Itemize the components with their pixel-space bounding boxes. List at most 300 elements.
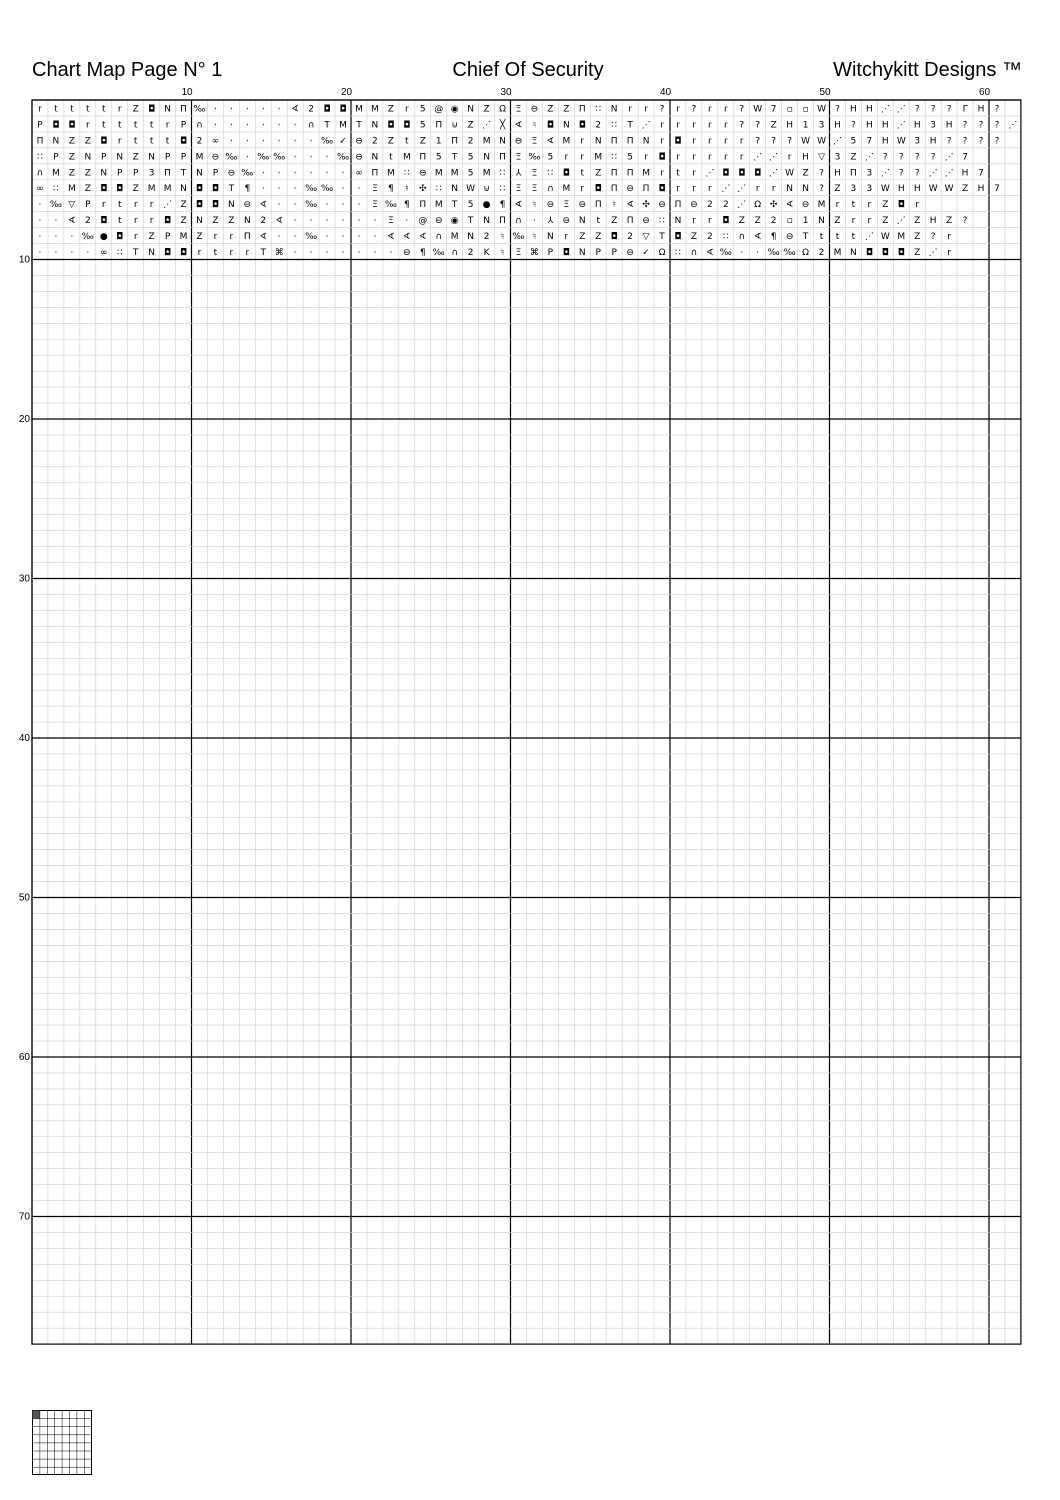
chart-symbol: r [133, 200, 138, 211]
chart-symbols [36, 104, 1017, 258]
chart-symbol: t [149, 136, 154, 147]
chart-symbol: N [100, 168, 108, 179]
chart-symbol: W [944, 184, 954, 195]
chart-symbol: Z [387, 136, 394, 147]
chart-symbol: ♮ [500, 232, 505, 243]
chart-symbol: 5 [467, 168, 474, 179]
chart-symbol: T [451, 152, 458, 163]
chart-symbol: ● [99, 232, 108, 243]
chart-symbol: Ω [658, 248, 666, 259]
chart-symbol: t [819, 232, 824, 243]
chart-symbol: ‰ [336, 152, 350, 163]
chart-symbol: 2 [722, 200, 729, 211]
chart-symbol: r [723, 136, 728, 147]
chart-symbol: r [708, 216, 712, 227]
chart-symbol: Z [611, 216, 618, 227]
chart-symbol: ✓ [339, 136, 347, 147]
chart-symbol: H [865, 120, 873, 131]
chart-symbol: Γ [962, 104, 968, 115]
chart-symbol: ⋰ [482, 120, 492, 131]
chart-symbol: ⊖ [227, 168, 236, 179]
chart-symbol: T [659, 232, 665, 243]
chart-symbol: · [293, 168, 297, 179]
chart-symbol: Z [595, 232, 602, 243]
chart-symbol: Z [228, 216, 235, 227]
chart-symbol: Z [483, 104, 490, 115]
chart-symbol: P [164, 152, 171, 163]
chart-symbol: ◘ [722, 168, 730, 179]
chart-symbol: W [785, 168, 795, 179]
chart-symbol: · [389, 248, 393, 259]
chart-symbol: N [148, 152, 155, 163]
chart-symbol: ⅄ [547, 216, 554, 227]
chart-symbol: ⌘ [529, 248, 539, 259]
chart-symbol: W [880, 232, 890, 243]
chart-symbol: ¶ [499, 200, 506, 211]
chart-symbol: ◘ [865, 248, 873, 259]
chart-symbol: ◘ [562, 168, 570, 179]
chart-symbol: ¶ [403, 200, 410, 211]
chart-symbol: ◘ [610, 232, 618, 243]
column-number-label: 20 [341, 87, 353, 98]
chart-symbol: ◘ [164, 216, 172, 227]
chart-symbol: r [787, 152, 792, 163]
chart-symbol: N [483, 216, 490, 227]
chart-symbol: Π [499, 152, 506, 163]
chart-symbol: Z [212, 216, 219, 227]
chart-symbol: · [756, 248, 760, 259]
chart-symbol: ∢ [275, 216, 283, 227]
chart-symbol: t [133, 120, 138, 131]
chart-symbol: r [708, 136, 712, 147]
chart-symbol: Z [914, 248, 921, 259]
chart-symbol: · [357, 232, 361, 243]
chart-symbol: r [404, 104, 409, 115]
chart-symbol: N [196, 216, 203, 227]
chart-symbol: N [84, 152, 92, 163]
chart-symbol: · [309, 248, 313, 259]
chart-symbol: N [371, 152, 379, 163]
chart-symbol: ∢ [785, 200, 794, 211]
chart-symbol: ◘ [195, 184, 204, 195]
chart-symbol: ◘ [164, 248, 172, 259]
chart-symbol: r [229, 232, 234, 243]
chart-symbol: r [692, 184, 696, 195]
chart-symbol: T [260, 248, 267, 259]
chart-symbol: M [562, 136, 571, 147]
chart-symbol: Ξ [515, 104, 522, 115]
chart-symbol: t [102, 104, 106, 115]
chart-symbol: ◘ [674, 232, 682, 243]
chart-symbol: · [277, 120, 281, 131]
chart-symbol: ‰ [305, 200, 318, 211]
chart-symbol: ‰ [512, 232, 525, 243]
chart-symbol: Z [738, 216, 745, 227]
chart-symbol: H [961, 168, 969, 179]
chart-symbol: P [611, 248, 617, 259]
chart-symbol: 7 [994, 184, 1000, 195]
chart-symbol: 5 [850, 136, 857, 147]
chart-symbol: · [261, 120, 265, 131]
chart-symbol: M [355, 104, 363, 115]
chart-symbol: Z [770, 120, 777, 131]
chart-symbol: ⊖ [530, 104, 539, 115]
chart-symbol: H [834, 168, 841, 179]
chart-symbol: ¶ [770, 232, 777, 243]
chart-symbol: 3 [930, 120, 937, 131]
chart-symbol: · [38, 216, 42, 227]
chart-symbol: r [708, 120, 712, 131]
row-number-label: 30 [18, 573, 30, 585]
chart-symbol: r [165, 120, 170, 131]
chart-symbol: ▫ [802, 104, 809, 115]
chart-symbol: Π [594, 200, 602, 211]
chart-symbol: ♮ [612, 200, 616, 211]
chart-symbol: ∷ [499, 184, 506, 195]
chart-symbol: Π [419, 152, 427, 163]
chart-symbol: ▫ [786, 104, 793, 115]
chart-symbol: N [483, 152, 490, 163]
chart-symbol: · [309, 136, 313, 147]
chart-symbol: T [451, 200, 458, 211]
chart-symbol: T [324, 120, 330, 131]
chart-symbol: Π [435, 120, 443, 131]
chart-symbol: ¶ [419, 248, 426, 259]
chart-symbol: ∢ [403, 232, 411, 243]
chart-symbol: ◘ [52, 120, 60, 131]
chart-symbol: Z [84, 184, 91, 195]
chart-symbol: · [325, 248, 329, 259]
chart-symbol: r [755, 184, 760, 195]
chart-symbol: N [610, 104, 618, 115]
pattern-name: Chief Of Security [452, 59, 604, 81]
chart-symbol: · [213, 120, 217, 131]
chart-symbol: Π [243, 232, 251, 243]
chart-symbol: ╳ [499, 120, 506, 131]
chart-symbol: Ξ [515, 152, 522, 163]
chart-symbol: P [180, 120, 187, 131]
chart-symbol: ∩ [690, 248, 698, 259]
chart-symbol: ∩ [196, 120, 203, 131]
chart-symbol: 5 [467, 200, 474, 211]
chart-symbol: r [692, 152, 696, 163]
chart-symbol: · [405, 216, 409, 227]
chart-symbol: ⋰ [896, 216, 906, 227]
chart-symbol: M [450, 168, 459, 179]
chart-symbol: Z [882, 216, 889, 227]
chart-symbol: ? [946, 136, 952, 147]
chart-symbol: Π [180, 104, 187, 115]
chart-symbol: r [692, 136, 696, 147]
chart-symbol: 3 [850, 184, 857, 195]
chart-symbol: ‰ [193, 104, 206, 115]
chart-symbol: 7 [962, 152, 968, 163]
chart-symbol: 1 [802, 216, 809, 227]
chart-symbol: · [373, 232, 377, 243]
chart-symbol: Π [626, 136, 634, 147]
chart-symbol: ∢ [259, 232, 268, 243]
chart-symbol: Π [610, 136, 618, 147]
chart-symbol: M [402, 152, 411, 163]
chart-symbol: ◘ [578, 120, 586, 131]
chart-symbol: ? [755, 120, 761, 131]
chart-symbol: ⊖ [546, 200, 555, 211]
chart-symbol: P [180, 152, 187, 163]
chart-symbol: Z [690, 232, 698, 243]
chart-symbol: ◘ [674, 136, 682, 147]
chart-symbol: · [86, 248, 90, 259]
chart-symbol: ? [898, 168, 904, 179]
chart-symbol: 1 [435, 136, 442, 147]
chart-symbol: ⊖ [562, 216, 571, 227]
chart-symbol: ⋰ [880, 104, 890, 115]
chart-symbol: H [977, 104, 985, 115]
chart-symbol: ‰ [241, 168, 254, 179]
chart-symbol: W [817, 136, 826, 147]
chart-symbol: H [897, 184, 905, 195]
chart-symbol: Ξ [531, 168, 538, 179]
chart-symbol: M [482, 168, 491, 179]
chart-symbol: ? [994, 120, 1000, 131]
chart-symbol: Z [180, 216, 187, 227]
chart-symbol: @ [418, 216, 428, 227]
chart-symbol: ◘ [897, 200, 905, 211]
chart-symbol: ◘ [179, 136, 188, 147]
chart-symbol: ⊖ [355, 136, 363, 147]
chart-symbol: Z [132, 152, 139, 163]
chart-symbol: M [897, 232, 906, 243]
chart-symbol: 2 [196, 136, 203, 147]
chart-symbol: ? [962, 120, 968, 131]
chart-symbol: t [676, 168, 680, 179]
chart-symbol: ∢ [387, 232, 395, 243]
chart-symbol: ∢ [753, 232, 762, 243]
chart-symbol: ∷ [611, 152, 618, 163]
chart-symbol: H [881, 120, 889, 131]
chart-symbol: P [547, 248, 554, 259]
chart-symbol: 2 [627, 232, 633, 243]
chart-symbol: · [532, 216, 536, 227]
chart-symbol: Z [961, 184, 969, 195]
chart-symbol: · [277, 200, 281, 211]
chart-symbol: t [149, 120, 154, 131]
chart-symbol: N [818, 216, 825, 227]
chart-symbol: r [133, 216, 138, 227]
chart-symbol: ‰ [321, 136, 334, 147]
chart-symbol: ? [819, 168, 824, 179]
chart-symbol: W [896, 136, 906, 147]
chart-symbol: M [434, 200, 443, 211]
chart-symbol: · [325, 216, 329, 227]
chart-symbol: ⊍ [483, 184, 490, 195]
chart-symbol: r [867, 200, 872, 211]
chart-symbol: Z [84, 168, 91, 179]
row-number-label: 50 [18, 892, 30, 904]
chart-symbol: 3 [866, 168, 873, 179]
chart-symbol: 5 [547, 152, 554, 163]
chart-symbol: ♮ [500, 248, 505, 259]
chart-symbol: ⋰ [944, 168, 954, 179]
chart-symbol: ? [930, 104, 936, 115]
chart-symbol: ♮ [532, 120, 537, 131]
chart-symbol: ⊖ [355, 152, 363, 163]
chart-symbol: · [309, 152, 313, 163]
chart-symbol: 2 [707, 232, 713, 243]
chart-symbol: · [277, 168, 281, 179]
chart-symbol: ⊖ [801, 200, 810, 211]
chart-symbol: r [628, 104, 632, 115]
chart-symbol: ⋰ [769, 168, 779, 179]
chart-symbol: P [53, 152, 59, 163]
chart-symbol: ‰ [767, 248, 780, 259]
chart-symbol: r [229, 248, 234, 259]
chart-symbol: W [753, 104, 763, 115]
chart-symbol: t [133, 136, 138, 147]
chart-symbol: r [835, 200, 840, 211]
chart-symbol: t [213, 248, 218, 259]
chart-symbol: ◘ [179, 248, 188, 259]
chart-symbol: · [245, 120, 249, 131]
chart-symbol: Z [914, 232, 921, 243]
chart-symbol: P [85, 200, 91, 211]
chart-symbol: t [851, 200, 856, 211]
chart-symbol: 3 [866, 184, 873, 195]
chart-symbol: M [434, 168, 443, 179]
chart-symbol: ◘ [658, 184, 666, 195]
chart-symbol: ‰ [225, 152, 238, 163]
chart-symbol: N [499, 136, 506, 147]
chart-symbol: ∢ [706, 248, 714, 259]
chart-symbol: ∩ [451, 248, 458, 259]
chart-symbol: Z [882, 200, 889, 211]
chart-symbol: Π [164, 168, 171, 179]
chart-symbol: · [38, 232, 42, 243]
chart-symbol: · [357, 184, 361, 195]
chart-symbol: ‰ [257, 152, 270, 163]
chart-symbol: r [564, 152, 569, 163]
chart-symbol: M [163, 184, 172, 195]
chart-symbol: Ξ [531, 184, 538, 195]
chart-symbol: ? [691, 104, 697, 115]
chart-symbol: r [723, 152, 728, 163]
chart-symbol: ⊖ [578, 200, 587, 211]
chart-symbol: Ξ [515, 184, 522, 195]
chart-symbol: t [580, 168, 585, 179]
chart-symbol: · [245, 104, 249, 115]
chart-symbol: 5 [419, 104, 426, 115]
chart-symbol: Π [371, 168, 379, 179]
chart-symbol: ⊖ [419, 168, 427, 179]
chart-symbol: ∢ [259, 200, 268, 211]
row-number-label: 40 [18, 733, 30, 744]
chart-symbol: 2 [595, 120, 602, 131]
chart-symbol: ∩ [738, 232, 746, 243]
chart-symbol: ∷ [435, 184, 442, 195]
chart-symbol: Z [196, 232, 203, 243]
chart-symbol: ∩ [547, 184, 554, 195]
chart-symbol: ♮ [532, 200, 537, 211]
chart-symbol: r [851, 216, 856, 227]
chart-symbol: ⊖ [211, 152, 220, 163]
chart-symbol: ⋰ [737, 184, 747, 195]
chart-symbol: N [451, 184, 459, 195]
chart-symbol: Z [148, 232, 155, 243]
chart-symbol: P [212, 168, 219, 179]
chart-symbol: T [627, 120, 633, 131]
chart-symbol: ? [994, 136, 1000, 147]
chart-symbol: ♮ [405, 184, 409, 195]
chart-symbol: ◉ [450, 104, 459, 115]
chart-symbol: Z [68, 136, 75, 147]
chart-symbol: M [179, 232, 188, 243]
chart-symbol: M [450, 232, 459, 243]
chart-symbol: r [947, 248, 951, 259]
chart-symbol: 3 [834, 152, 841, 163]
chart-symbol: ⋰ [896, 104, 906, 115]
chart-symbol: ✣ [769, 200, 778, 211]
chart-symbol: ⊖ [690, 200, 698, 211]
chart-symbol: · [309, 216, 313, 227]
chart-symbol: r [580, 152, 585, 163]
chart-symbol: · [70, 248, 74, 259]
chart-symbol: Π [499, 216, 506, 227]
chart-symbol: ◘ [738, 168, 746, 179]
chart-symbol: · [293, 136, 297, 147]
chart-symbol: r [660, 120, 664, 131]
chart-symbol: · [325, 232, 329, 243]
chart-symbol: · [229, 120, 233, 131]
chart-symbol: ◘ [403, 120, 411, 131]
chart-symbol: ⋰ [641, 120, 651, 131]
chart-symbol: N [228, 200, 235, 211]
chart-symbol: r [197, 248, 202, 259]
designer-name: Witchykitt Designs ™ [833, 59, 1022, 81]
chart-symbol: ∢ [546, 136, 555, 147]
chart-symbol: 5 [467, 152, 474, 163]
chart-symbol: · [325, 200, 329, 211]
chart-symbol: N [562, 120, 570, 131]
chart-symbol: H [865, 104, 873, 115]
chart-symbol: r [580, 184, 585, 195]
chart-symbol: ◘ [754, 168, 762, 179]
row-number-label: 60 [18, 1052, 30, 1063]
chart-symbol: N [578, 216, 586, 227]
chart-symbol: M [642, 168, 650, 179]
chart-symbol: N [243, 216, 251, 227]
chart-symbol: 7 [866, 136, 873, 147]
chart-symbol: ⋰ [769, 152, 779, 163]
row-number-labels [19, 255, 31, 1223]
chart-symbol: ⊖ [785, 232, 794, 243]
chart-symbol: · [261, 136, 265, 147]
chart-symbol: r [213, 232, 218, 243]
chart-symbol: · [229, 136, 233, 147]
chart-symbol: r [660, 136, 664, 147]
chart-symbol: ⅄ [515, 168, 522, 179]
chart-symbol: r [739, 136, 744, 147]
chart-symbol: ? [755, 136, 761, 147]
chart-symbol: · [341, 232, 345, 243]
chart-symbol: r [660, 168, 664, 179]
chart-symbol: N [116, 152, 124, 163]
chart-symbol: N [148, 248, 155, 259]
chart-symbol: H [977, 184, 985, 195]
chart-symbol: M [52, 168, 60, 179]
chart-symbol: · [357, 248, 361, 259]
chart-symbol: r [771, 184, 776, 195]
chart-symbol: ‰ [273, 152, 286, 163]
chart-symbol: · [341, 168, 345, 179]
